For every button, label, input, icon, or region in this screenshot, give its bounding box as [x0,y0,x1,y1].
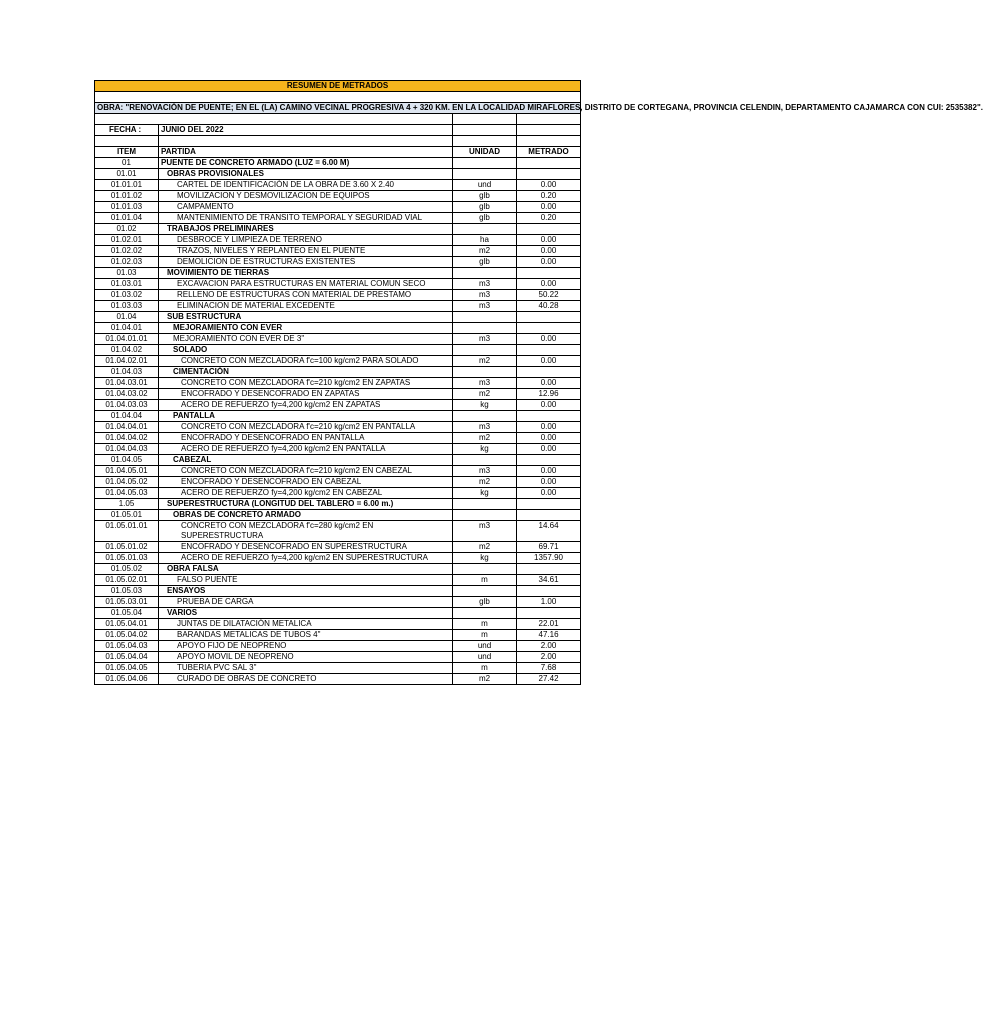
unidad-cell: m3 [453,466,517,477]
blank-cell [517,114,581,125]
item-cell: 01.04.04 [95,411,159,422]
item-cell: 01.02 [95,224,159,235]
item-cell: 01.04.05.01 [95,466,159,477]
table-row [95,169,581,180]
metrado-cell: 0.00 [517,334,581,345]
partida-cell: ACERO DE REFUERZO fy=4,200 kg/cm2 EN CABEZAL [159,488,453,499]
item-cell: 01.05.02.01 [95,575,159,586]
metrado-cell: 0.00 [517,180,581,191]
table-row [95,411,581,422]
partida-cell: ENCOFRADO Y DESENCOFRADO EN PANTALLA [159,433,453,444]
table-row [95,400,581,411]
table-row [95,466,581,477]
header-partida: PARTIDA [159,147,453,158]
blank-cell [453,125,517,136]
table-row [95,356,581,367]
table-row [95,312,581,323]
metrado-cell [517,169,581,180]
unidad-cell [453,312,517,323]
metrado-cell: 0.00 [517,202,581,213]
obra-description: OBRA: "RENOVACIÓN DE PUENTE; EN EL (LA) CAMINO VECINAL PROGRESIVA 4 + 320 KM. EN LA LOCALIDAD MIRAFLORES, DISTRITO DE CORTEGANA, PROVINCIA CELENDIN, DEPARTAMENTO CAJAMARCA CON CUI: 2535382". [95,103,581,114]
partida-cell: CONCRETO CON MEZCLADORA f'c=210 kg/cm2 EN ZAPATAS [159,378,453,389]
table-row [95,597,581,608]
item-cell: 01.05.03.01 [95,597,159,608]
table-row [95,521,581,542]
table-row [95,224,581,235]
item-cell: 01.04.03 [95,367,159,378]
unidad-cell: m3 [453,334,517,345]
blank-cell [95,136,159,147]
unidad-cell [453,411,517,422]
table-row [95,323,581,334]
item-cell: 01.01 [95,169,159,180]
blank-cell [517,136,581,147]
blank-row [95,136,581,147]
item-cell: 01.05.01.02 [95,542,159,553]
table-row [95,455,581,466]
metrado-cell [517,224,581,235]
unidad-cell: m [453,619,517,630]
unidad-cell [453,345,517,356]
table-row [95,180,581,191]
partida-cell: CONCRETO CON MEZCLADORA f'c=100 kg/cm2 PARA SOLADO [159,356,453,367]
item-cell: 01.04 [95,312,159,323]
partida-cell: PUENTE DE CONCRETO ARMADO (LUZ = 6.00 M) [159,158,453,169]
table-row [95,235,581,246]
partida-cell: CONCRETO CON MEZCLADORA f'c=210 kg/cm2 EN PANTALLA [159,422,453,433]
header-unidad: UNIDAD [453,147,517,158]
unidad-cell: und [453,641,517,652]
table-row [95,542,581,553]
table-row [95,158,581,169]
unidad-cell: m [453,630,517,641]
table-row [95,345,581,356]
unidad-cell: und [453,180,517,191]
metrado-cell: 0.00 [517,246,581,257]
unidad-cell: kg [453,553,517,564]
unidad-cell: kg [453,400,517,411]
item-cell: 01.02.01 [95,235,159,246]
unidad-cell [453,564,517,575]
metrado-cell: 69.71 [517,542,581,553]
item-cell: 01.03.03 [95,301,159,312]
table-row [95,378,581,389]
table-row [95,663,581,674]
unidad-cell: glb [453,202,517,213]
partida-cell: ENSAYOS [159,586,453,597]
header-row [95,147,581,158]
metrado-cell [517,499,581,510]
unidad-cell: und [453,652,517,663]
metrado-cell: 0.00 [517,477,581,488]
unidad-cell: kg [453,488,517,499]
partida-cell: ACERO DE REFUERZO fy=4,200 kg/cm2 EN ZAPATAS [159,400,453,411]
item-cell: 01.04.05.03 [95,488,159,499]
item-cell: 01.01.02 [95,191,159,202]
item-cell: 01.05.04.02 [95,630,159,641]
item-cell: 1.05 [95,499,159,510]
partida-cell: DESBROCE Y LIMPIEZA DE TERRENO [159,235,453,246]
table-row [95,619,581,630]
partida-cell: TRAZOS, NIVELES Y REPLANTEO EN EL PUENTE [159,246,453,257]
item-cell: 01 [95,158,159,169]
unidad-cell: ha [453,235,517,246]
item-cell: 01.05.02 [95,564,159,575]
item-cell: 01.04.05 [95,455,159,466]
item-cell: 01.04.03.02 [95,389,159,400]
unidad-cell [453,158,517,169]
table-row [95,367,581,378]
table-row [95,564,581,575]
unidad-cell [453,510,517,521]
metrado-cell: 27.42 [517,674,581,685]
partida-cell: OBRA FALSA [159,564,453,575]
table-row [95,301,581,312]
partida-cell: CAMPAMENTO [159,202,453,213]
partida-cell: RELLENO DE ESTRUCTURAS CON MATERIAL DE PRESTAMO [159,290,453,301]
metrado-cell: 1357.90 [517,553,581,564]
metrado-cell: 50.22 [517,290,581,301]
table-row [95,268,581,279]
item-cell: 01.05.04.04 [95,652,159,663]
unidad-cell: m2 [453,389,517,400]
table-row [95,641,581,652]
metrado-cell: 0.00 [517,488,581,499]
metrado-cell [517,510,581,521]
unidad-cell [453,608,517,619]
item-cell: 01.05.01.03 [95,553,159,564]
item-cell: 01.05.04.06 [95,674,159,685]
metrado-cell: 0.00 [517,422,581,433]
table-row [95,444,581,455]
unidad-cell: glb [453,597,517,608]
metrados-sheet [94,80,983,685]
unidad-cell: m [453,663,517,674]
item-cell: 01.04.05.02 [95,477,159,488]
item-cell: 01.05.04.01 [95,619,159,630]
partida-cell: CURADO DE OBRAS DE CONCRETO [159,674,453,685]
unidad-cell: m3 [453,301,517,312]
item-cell: 01.01.04 [95,213,159,224]
unidad-cell [453,455,517,466]
partida-cell: MOVIMIENTO DE TIERRAS [159,268,453,279]
table-row [95,202,581,213]
table-row [95,246,581,257]
partida-cell: APOYO MOVIL DE NEOPRENO [159,652,453,663]
unidad-cell: m2 [453,433,517,444]
partida-cell: TRABAJOS PRELIMINARES [159,224,453,235]
partida-cell: CONCRETO CON MEZCLADORA f'c=210 kg/cm2 EN CABEZAL [159,466,453,477]
header-metrado: METRADO [517,147,581,158]
metrado-cell: 0.00 [517,356,581,367]
metrado-cell: 47.16 [517,630,581,641]
item-cell: 01.05.01 [95,510,159,521]
table-row [95,586,581,597]
unidad-cell [453,499,517,510]
table-row [95,674,581,685]
partida-cell: SUPERESTRUCTURA (LONGITUD DEL TABLERO = 6.00 m.) [159,499,453,510]
metrado-cell: 7.68 [517,663,581,674]
unidad-cell [453,224,517,235]
partida-cell: MEJORAMIENTO CON EVER [159,323,453,334]
unidad-cell [453,323,517,334]
item-cell: 01.03.01 [95,279,159,290]
blank-cell [95,92,581,103]
item-cell: 01.05.04.05 [95,663,159,674]
metrado-cell [517,586,581,597]
partida-cell: EXCAVACION PARA ESTRUCTURAS EN MATERIAL COMUN SECO [159,279,453,290]
partida-cell: CONCRETO CON MEZCLADORA f'c=280 kg/cm2 EN SUPERESTRUCTURA [159,521,453,542]
item-cell: 01.04.04.01 [95,422,159,433]
partida-cell: DEMOLICION DE ESTRUCTURAS EXISTENTES [159,257,453,268]
metrado-cell: 0.00 [517,378,581,389]
unidad-cell: m [453,575,517,586]
partida-cell: SOLADO [159,345,453,356]
partida-cell: SUB ESTRUCTURA [159,312,453,323]
metrado-cell: 2.00 [517,641,581,652]
unidad-cell: glb [453,213,517,224]
item-cell: 01.04.04.02 [95,433,159,444]
partida-cell: APOYO FIJO DE NEOPRENO [159,641,453,652]
partida-cell: TUBERIA PVC SAL 3" [159,663,453,674]
table-row [95,213,581,224]
metrado-cell: 0.00 [517,257,581,268]
metrado-cell [517,411,581,422]
table-row [95,389,581,400]
table-row [95,279,581,290]
metrado-cell: 0.00 [517,444,581,455]
item-cell: 01.04.03.01 [95,378,159,389]
item-cell: 01.03 [95,268,159,279]
unidad-cell: glb [453,257,517,268]
unidad-cell: m2 [453,246,517,257]
unidad-cell: kg [453,444,517,455]
partida-cell: ENCOFRADO Y DESENCOFRADO EN ZAPATAS [159,389,453,400]
partida-cell: ENCOFRADO Y DESENCOFRADO EN CABEZAL [159,477,453,488]
metrado-cell [517,268,581,279]
table-row [95,290,581,301]
unidad-cell: m2 [453,356,517,367]
metrados-table [94,80,983,685]
metrado-cell: 0.00 [517,400,581,411]
item-cell: 01.02.03 [95,257,159,268]
item-cell: 01.04.03.03 [95,400,159,411]
unidad-cell [453,367,517,378]
item-cell: 01.04.02.01 [95,356,159,367]
blank-row [95,92,581,103]
unidad-cell [453,586,517,597]
table-row [95,191,581,202]
blank-cell [517,125,581,136]
metrado-cell: 2.00 [517,652,581,663]
sheet-title: RESUMEN DE METRADOS [95,81,581,92]
item-cell: 01.01.01 [95,180,159,191]
obra-row [95,103,581,114]
metrado-cell: 12.96 [517,389,581,400]
header-item: ITEM [95,147,159,158]
partida-cell: ELIMINACION DE MATERIAL EXCEDENTE [159,301,453,312]
item-cell: 01.04.02 [95,345,159,356]
unidad-cell: m2 [453,542,517,553]
table-row [95,422,581,433]
unidad-cell: m3 [453,290,517,301]
metrado-cell [517,367,581,378]
metrado-cell: 0.20 [517,191,581,202]
partida-cell: VARIOS [159,608,453,619]
item-cell: 01.01.03 [95,202,159,213]
fecha-row [95,125,581,136]
metrado-cell: 0.00 [517,279,581,290]
partida-cell: JUNTAS DE DILATACIÓN METALICA [159,619,453,630]
item-cell: 01.04.04.03 [95,444,159,455]
table-row [95,630,581,641]
metrado-cell: 40.28 [517,301,581,312]
partida-cell: PANTALLA [159,411,453,422]
partida-cell: OBRAS PROVISIONALES [159,169,453,180]
unidad-cell: m2 [453,477,517,488]
partida-cell: CIMENTACIÓN [159,367,453,378]
metrado-cell: 0.00 [517,433,581,444]
partida-cell: CABEZAL [159,455,453,466]
unidad-cell: glb [453,191,517,202]
table-row [95,652,581,663]
partida-cell: MANTENIMIENTO DE TRANSITO TEMPORAL Y SEGURIDAD VIAL [159,213,453,224]
unidad-cell: m3 [453,521,517,542]
partida-cell: PRUEBA DE CARGA [159,597,453,608]
table-row [95,477,581,488]
table-row [95,257,581,268]
metrado-cell [517,564,581,575]
unidad-cell [453,268,517,279]
fecha-value: JUNIO DEL 2022 [159,125,453,136]
partida-cell: FALSO PUENTE [159,575,453,586]
table-row [95,575,581,586]
blank-row [95,114,581,125]
item-cell: 01.05.01.01 [95,521,159,542]
partida-cell: OBRAS DE CONCRETO ARMADO [159,510,453,521]
partida-cell: ACERO DE REFUERZO fy=4,200 kg/cm2 EN SUPERESTRUCTURA [159,553,453,564]
unidad-cell: m2 [453,674,517,685]
metrado-cell [517,608,581,619]
unidad-cell [453,169,517,180]
table-row [95,553,581,564]
metrado-cell: 0.00 [517,466,581,477]
partida-cell: MOVILIZACION Y DESMOVILIZACION DE EQUIPOS [159,191,453,202]
table-row [95,488,581,499]
partida-cell: CARTEL DE IDENTIFICACIÓN DE LA OBRA DE 3.60 X 2.40 [159,180,453,191]
metrado-cell: 22.01 [517,619,581,630]
metrado-cell [517,312,581,323]
metrado-cell [517,455,581,466]
table-row [95,433,581,444]
table-row [95,334,581,345]
item-cell: 01.05.03 [95,586,159,597]
metrado-cell: 0.20 [517,213,581,224]
item-cell: 01.05.04 [95,608,159,619]
unidad-cell: m3 [453,378,517,389]
table-row [95,510,581,521]
metrado-cell: 14.64 [517,521,581,542]
blank-cell [95,114,453,125]
metrado-cell: 1.00 [517,597,581,608]
metrado-cell [517,158,581,169]
metrado-cell: 34.61 [517,575,581,586]
metrado-cell [517,323,581,334]
item-cell: 01.04.01 [95,323,159,334]
unidad-cell: m3 [453,422,517,433]
partida-cell: BARANDAS METALICAS DE TUBOS 4" [159,630,453,641]
fecha-label: FECHA : [95,125,159,136]
item-cell: 01.02.02 [95,246,159,257]
table-row [95,608,581,619]
metrado-cell: 0.00 [517,235,581,246]
item-cell: 01.05.04.03 [95,641,159,652]
unidad-cell: m3 [453,279,517,290]
metrado-cell [517,345,581,356]
partida-cell: ACERO DE REFUERZO fy=4,200 kg/cm2 EN PANTALLA [159,444,453,455]
blank-cell [453,114,517,125]
table-row [95,499,581,510]
blank-cell [159,136,453,147]
item-cell: 01.04.01.01 [95,334,159,345]
blank-cell [453,136,517,147]
title-row [95,81,581,92]
item-cell: 01.03.02 [95,290,159,301]
partida-cell: ENCOFRADO Y DESENCOFRADO EN SUPERESTRUCTURA [159,542,453,553]
partida-cell: MEJORAMIENTO CON EVER DE 3" [159,334,453,345]
